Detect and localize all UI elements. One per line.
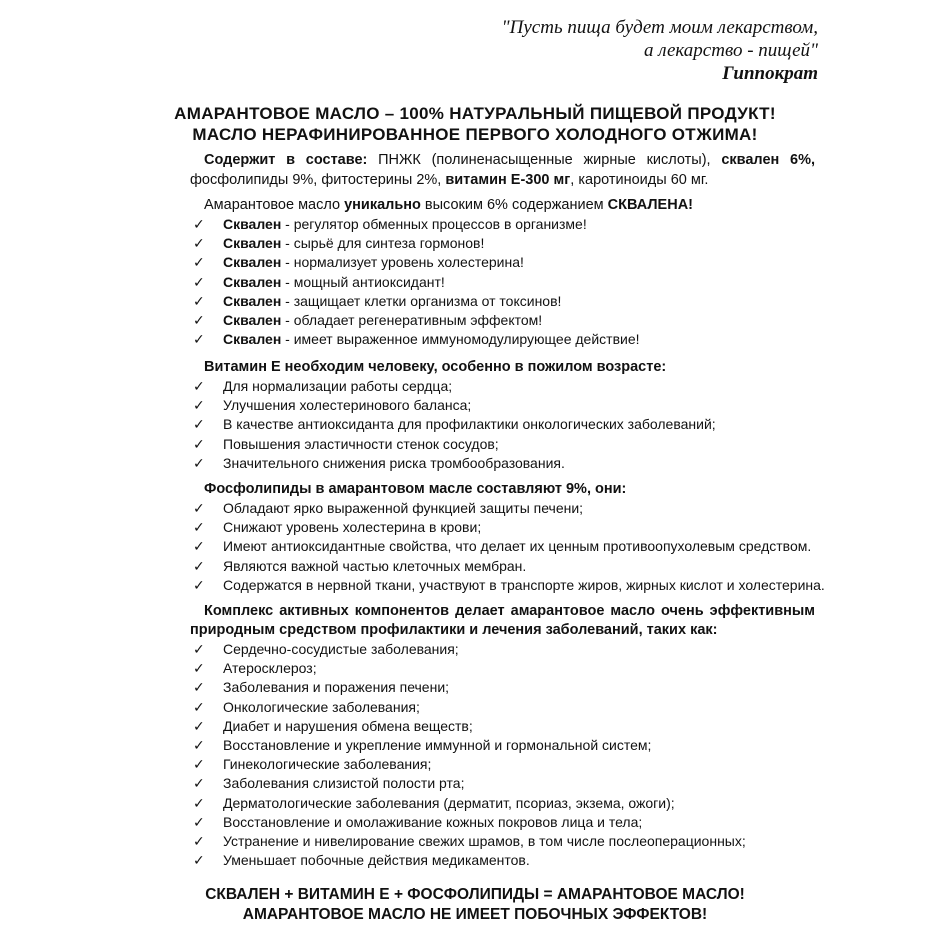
list-item-text: - имеет выраженное иммуномодулирующее действие!: [281, 331, 640, 348]
list-item-text: Устранение и нивелирование свежих шрамов, в том числе послеоперационных;: [223, 833, 746, 850]
phospholipid-list-item: [190, 537, 815, 556]
list-item-text: Заболевания слизистой полости рта;: [223, 775, 465, 792]
check-mark-icon: ✓: [193, 416, 205, 433]
phospholipid-list: [190, 499, 825, 595]
headline: [0, 103, 950, 145]
list-item-text: Содержатся в нервной ткани, участвуют в транспорте жиров, жирных кислот и холестерина.: [223, 576, 825, 593]
epigraph-author: Гиппократ: [722, 63, 818, 84]
composition-label: Содержит в составе:: [204, 152, 368, 168]
epigraph-line-2: а лекарство - пищей": [643, 40, 818, 61]
list-item-text: Дерматологические заболевания (дерматит, псориаз, экзема, ожоги);: [223, 794, 675, 811]
check-mark-icon: ✓: [193, 557, 205, 574]
footer-slogan: [0, 885, 950, 925]
complex-list-item: [190, 794, 815, 813]
list-item-text: Для нормализации работы сердца;: [223, 378, 453, 394]
epigraph-quote: [502, 16, 818, 85]
complex-list-item: [190, 832, 815, 851]
vitamin-list-item: [190, 396, 815, 415]
complex-list-item: [190, 640, 815, 659]
list-item-text: - обладает регенеративным эффектом!: [281, 312, 543, 329]
list-item-text: Улучшения холестеринового баланса;: [223, 397, 472, 414]
check-mark-icon: ✓: [193, 397, 205, 414]
list-item-text: Снижают уровень холестерина в крови;: [223, 519, 482, 536]
list-item-text: Обладают ярко выраженной функцией защиты печени;: [223, 500, 584, 516]
headline-line-1: АМАРАНТОВОЕ МАСЛО – 100% НАТУРАЛЬНЫЙ ПИЩЕВОЙ ПРОДУКТ!: [174, 104, 776, 123]
check-mark-icon: ✓: [193, 698, 205, 715]
check-mark-icon: ✓: [193, 833, 205, 850]
check-mark-icon: ✓: [193, 435, 205, 452]
complex-section: [190, 602, 815, 870]
phospholipid-section: [190, 480, 825, 595]
list-item-text: Онкологические заболевания;: [223, 698, 420, 715]
squalene-section: [190, 196, 815, 349]
check-mark-icon: ✓: [193, 538, 205, 555]
complex-list-item: [190, 659, 815, 678]
complex-section-title-1: Комплекс активных компонентов делает амарантовое масло очень эффективным: [204, 603, 815, 619]
check-mark-icon: ✓: [193, 254, 205, 271]
list-item-bold: Сквален: [223, 312, 282, 329]
composition-text-3: , каротиноиды 60 мг.: [570, 172, 709, 188]
squalene-list-item: [190, 273, 815, 292]
list-item-bold: Сквален: [223, 235, 282, 252]
check-mark-icon: ✓: [193, 378, 205, 394]
phospholipid-list-item: [190, 518, 815, 537]
list-item-text: - регулятор обменных процессов в организме!: [281, 216, 587, 232]
squalene-list-item: [190, 330, 815, 349]
complex-list-item: [190, 755, 815, 774]
check-mark-icon: ✓: [193, 775, 205, 792]
squalene-list-item: [190, 311, 815, 330]
check-mark-icon: ✓: [193, 235, 205, 252]
complex-list-item: [190, 813, 815, 832]
complex-list-item: [190, 774, 815, 793]
footer-line-1: СКВАЛЕН + ВИТАМИН Е + ФОСФОЛИПИДЫ = АМАРАНТОВОЕ МАСЛО!: [205, 886, 745, 903]
squalene-list-item: [190, 215, 815, 234]
squalene-list-item: [190, 234, 815, 253]
list-item-bold: Сквален: [223, 292, 282, 309]
list-item-text: - мощный антиоксидант!: [281, 273, 445, 290]
check-mark-icon: ✓: [193, 576, 205, 593]
check-mark-icon: ✓: [193, 331, 205, 348]
list-item-text: Сердечно-сосудистые заболевания;: [223, 641, 459, 657]
list-item-text: - защищает клетки организма от токсинов!: [281, 292, 562, 309]
check-mark-icon: ✓: [193, 660, 205, 677]
complex-list: [190, 640, 815, 870]
list-item-text: Диабет и нарушения обмена веществ;: [223, 717, 473, 734]
check-mark-icon: ✓: [193, 273, 205, 290]
check-mark-icon: ✓: [193, 813, 205, 830]
footer-line-2: АМАРАНТОВОЕ МАСЛО НЕ ИМЕЕТ ПОБОЧНЫХ ЭФФЕКТОВ!: [242, 906, 708, 923]
list-item-text: Гинекологические заболевания;: [223, 756, 432, 773]
phospholipid-list-item: [190, 557, 815, 576]
composition-text-1: ПНЖК (полиненасыщенные жирные кислоты),: [367, 152, 722, 168]
list-item-bold: Сквален: [223, 331, 282, 348]
vitamin-list-item: [190, 454, 815, 473]
check-mark-icon: ✓: [193, 216, 205, 232]
phospholipid-list-item: [190, 576, 825, 595]
list-item-bold: Сквален: [223, 273, 282, 290]
vitamin-section-title: Витамин Е необходим человеку, особенно в пожилом возрасте:: [204, 359, 667, 375]
squalene-list-item: [190, 292, 815, 311]
check-mark-icon: ✓: [193, 500, 205, 516]
list-item-bold: Сквален: [223, 254, 282, 271]
list-item-text: - сырьё для синтеза гормонов!: [281, 235, 485, 252]
list-item-text: Восстановление и укрепление иммунной и гормональной систем;: [223, 737, 652, 754]
check-mark-icon: ✓: [193, 756, 205, 773]
list-item-text: Повышения эластичности стенок сосудов;: [223, 435, 499, 452]
list-item-text: Значительного снижения риска тромбообразования.: [223, 454, 565, 471]
phospholipid-list-item: [190, 499, 815, 518]
list-item-text: Восстановление и омолаживание кожных покровов лица и тела;: [223, 813, 643, 830]
composition-vitamin: витамин Е-300 мг: [445, 172, 571, 188]
list-item-text: Имеют антиоксидантные свойства, что делает их ценным противоопухолевым средством.: [223, 538, 812, 555]
complex-section-title-2: природным средством профилактики и лечения заболеваний, таких как:: [190, 622, 718, 638]
vitamin-list: [190, 377, 815, 473]
check-mark-icon: ✓: [193, 852, 205, 869]
check-mark-icon: ✓: [193, 454, 205, 471]
list-item-text: Атеросклероз;: [223, 660, 317, 677]
check-mark-icon: ✓: [193, 717, 205, 734]
list-item-text: Являются важной частью клеточных мембран.: [223, 557, 527, 574]
squalene-intro: Амарантовое масло уникально высоким 6% содержанием СКВАЛЕНА!: [204, 197, 693, 213]
check-mark-icon: ✓: [193, 519, 205, 536]
check-mark-icon: ✓: [193, 312, 205, 329]
check-mark-icon: ✓: [193, 679, 205, 696]
complex-list-item: [190, 851, 815, 870]
complex-list-item: [190, 717, 815, 736]
composition-paragraph: [190, 150, 815, 190]
vitamin-list-item: [190, 415, 815, 434]
check-mark-icon: ✓: [193, 794, 205, 811]
check-mark-icon: ✓: [193, 641, 205, 657]
list-item-text: В качестве антиоксиданта для профилактики онкологических заболеваний;: [223, 416, 716, 433]
squalene-list-item: [190, 253, 815, 272]
composition-squalene: сквален 6%,: [721, 152, 815, 168]
epigraph-line-1: "Пусть пища будет моим лекарством,: [501, 17, 818, 38]
complex-list-item: [190, 736, 815, 755]
phospholipid-section-title: Фосфолипиды в амарантовом масле составляют 9%, они:: [204, 481, 627, 497]
list-item-text: - нормализует уровень холестерина!: [281, 254, 524, 271]
vitamin-list-item: [190, 377, 815, 396]
list-item-text: Заболевания и поражения печени;: [223, 679, 450, 696]
vitamin-section: [190, 358, 815, 473]
squalene-list: [190, 215, 815, 349]
complex-list-item: [190, 678, 815, 697]
check-mark-icon: ✓: [193, 737, 205, 754]
list-item-text: Уменьшает побочные действия медикаментов.: [223, 852, 530, 869]
complex-list-item: [190, 698, 815, 717]
composition-text-2: фосфолипиды 9%, фитостерины 2%,: [190, 172, 446, 188]
check-mark-icon: ✓: [193, 292, 205, 309]
vitamin-list-item: [190, 435, 815, 454]
list-item-bold: Сквален: [223, 216, 282, 232]
headline-line-2: МАСЛО НЕРАФИНИРОВАННОЕ ПЕРВОГО ХОЛОДНОГО ОТЖИМА!: [192, 125, 758, 144]
